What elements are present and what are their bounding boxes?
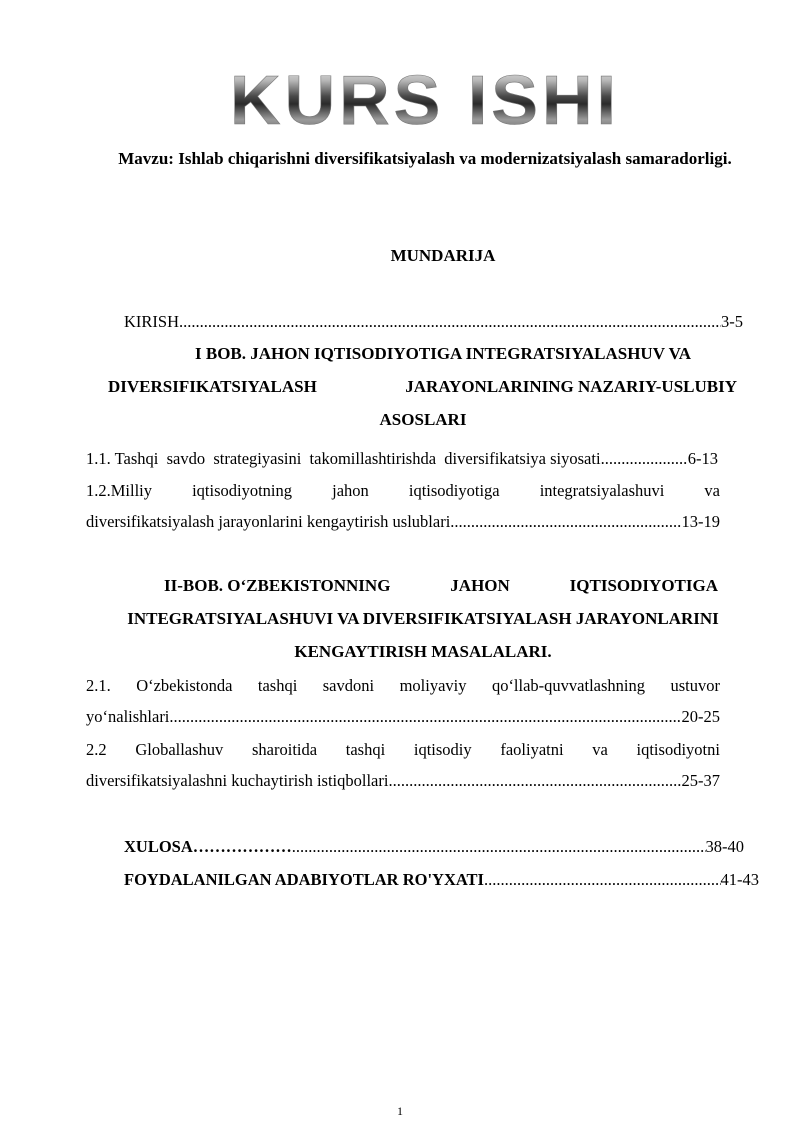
- toc-word: sharoitida: [252, 740, 318, 759]
- toc-word: qo‘llab-quvvatlashning: [491, 676, 645, 695]
- toc-leader-dots: [292, 837, 706, 857]
- toc-entry-2-2-line2[interactable]: [86, 771, 720, 791]
- toc-entry-2-1-line1[interactable]: [86, 676, 720, 696]
- toc-entry-1-2-line1[interactable]: [86, 481, 720, 501]
- chapter1-heading-line3: ASOSLARI: [379, 410, 467, 429]
- toc-word: 1.2.Milliy: [86, 481, 153, 500]
- toc-entry-label: diversifikatsiyalash jarayonlarini kengaytirish uslublari: [86, 512, 451, 531]
- toc-entry-1-1[interactable]: [86, 449, 718, 469]
- chapter2-heading-line1: [164, 576, 718, 596]
- toc-word: iqtisodiyotni: [636, 740, 720, 759]
- toc-word: moliyaviy: [399, 676, 467, 695]
- chapter2-heading-word: II-BOB. O‘ZBEKISTONNING: [164, 576, 391, 595]
- toc-leader-dots: [388, 771, 681, 791]
- toc-word: jahon: [332, 481, 369, 500]
- toc-word: tashqi: [345, 740, 386, 759]
- toc-entry-pages: 3-5: [721, 312, 743, 331]
- chapter2-heading-word: IQTISODIYOTIGA: [569, 576, 718, 595]
- toc-entry-1-2-line2[interactable]: [86, 512, 720, 532]
- toc-word: tashqi: [257, 676, 298, 695]
- toc-word: va: [592, 740, 608, 759]
- chapter1-heading-line1: I BOB. JAHON IQTISODIYOTIGA INTEGRATSIYALASHUV VA: [195, 344, 691, 363]
- toc-leader-dots: [484, 870, 721, 890]
- toc-leader-dots: [169, 707, 681, 727]
- toc-word: iqtisodiyotiga: [408, 481, 500, 500]
- toc-word: O‘zbekistonda: [136, 676, 233, 695]
- page-number: 1: [397, 1104, 403, 1118]
- document-title: [195, 68, 655, 130]
- chapter2-heading-word: JAHON: [450, 576, 510, 595]
- chapter1-heading-line2: [108, 377, 737, 397]
- toc-word: ustuvor: [670, 676, 720, 695]
- toc-entry-label: XULOSA………………: [124, 837, 292, 856]
- toc-word: 2.2: [86, 740, 107, 759]
- toc-entry-label: FOYDALANILGAN ADABIYOTLAR RO'YXATI: [124, 870, 484, 889]
- toc-word: 2.1.: [86, 676, 111, 695]
- toc-leader-dots: [179, 312, 721, 332]
- toc-word: faoliyatni: [500, 740, 564, 759]
- toc-entry-references[interactable]: [124, 870, 759, 890]
- toc-entry-pages: 6-13: [687, 449, 718, 468]
- toc-word: iqtisodiyotning: [192, 481, 293, 500]
- toc-leader-dots: [601, 449, 688, 469]
- toc-entry-pages: 41-43: [720, 870, 759, 889]
- toc-entry-intro[interactable]: [124, 312, 743, 332]
- toc-word: va: [704, 481, 720, 500]
- toc-entry-pages: 20-25: [681, 707, 720, 726]
- topic-text: Mavzu: Ishlab chiqarishni diversifikatsiyalash va modernizatsiyalash samaradorligi.: [118, 149, 732, 168]
- toc-entry-2-1-line2[interactable]: [86, 707, 720, 727]
- toc-word: savdoni: [322, 676, 375, 695]
- toc-leader-dots: [450, 512, 681, 532]
- toc-entry-pages: 38-40: [705, 837, 744, 856]
- chapter1-heading-word: JARAYONLARINING NAZARIY-USLUBIY: [405, 377, 737, 396]
- chapter2-heading-line3: KENGAYTIRISH MASALALARI.: [294, 642, 552, 661]
- toc-word: integratsiyalashuvi: [539, 481, 665, 500]
- toc-entry-label: 1.1. Tashqi savdo strategiyasini takomillashtirishda diversifikatsiya siyosati: [86, 449, 601, 468]
- toc-entry-pages: 13-19: [681, 512, 720, 531]
- toc-word: iqtisodiy: [413, 740, 472, 759]
- toc-entry-label: diversifikatsiyalashni kuchaytirish istiqbollari: [86, 771, 389, 790]
- title-text: KURS ISHI: [230, 68, 620, 130]
- chapter1-heading-word: DIVERSIFIKATSIYALASH: [108, 377, 317, 396]
- toc-entry-pages: 25-37: [681, 771, 720, 790]
- toc-entry-conclusion[interactable]: [124, 837, 744, 857]
- toc-entry-2-2-line1[interactable]: [86, 740, 720, 760]
- toc-entry-label: yo‘nalishlari: [86, 707, 170, 726]
- toc-entry-label: KIRISH: [124, 312, 180, 331]
- chapter2-heading-line2: INTEGRATSIYALASHUVI VA DIVERSIFIKATSIYALASH JARAYONLARINI: [127, 609, 719, 628]
- toc-word: Globallashuv: [135, 740, 224, 759]
- toc-heading: MUNDARIJA: [390, 246, 496, 265]
